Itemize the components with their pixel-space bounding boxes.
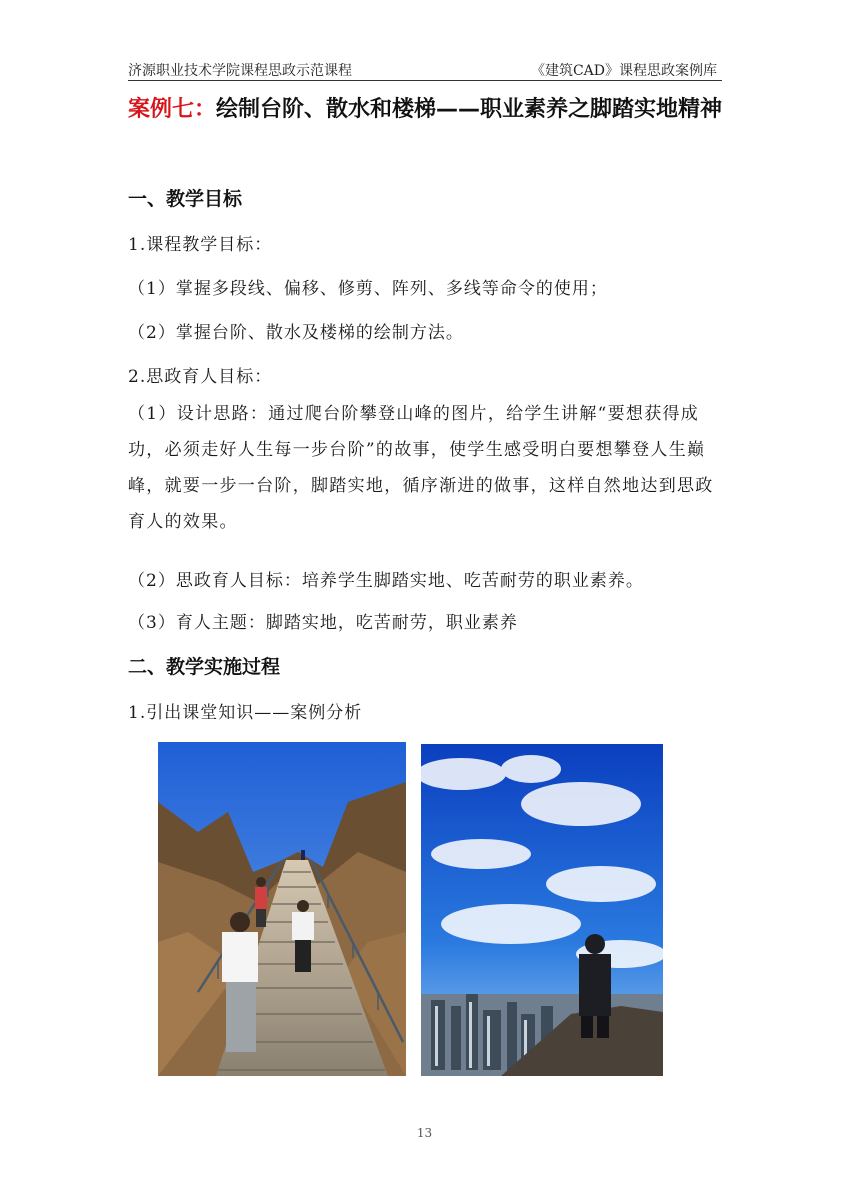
header-right: 《建筑CAD》课程思政案例库 [530,63,717,79]
design-idea-paragraph: （1）设计思路：通过爬台阶攀登山峰的图片，给学生讲解“要想获得成功，必须走好人生每一步台阶”的故事，使学生感受明白要想攀登人生巅峰，就要一步一台阶，脚踏实地，循序渐进的做事，这样自然地达到思政育人的效果。 [128,404,714,532]
case-analysis-label: 1.引出课堂知识——案例分析 [128,703,363,723]
stair-climbing-photo [158,742,406,1076]
objective-item-2: （2）掌握台阶、散水及楼梯的绘制方法。 [128,323,464,343]
ideological-objectives-label: 2.思政育人目标： [128,367,273,387]
section-heading-process: 二、教学实施过程 [128,656,281,678]
education-theme: （3）育人主题：脚踏实地，吃苦耐劳，职业素养 [128,613,518,633]
section-heading-objectives: 一、教学目标 [128,188,243,210]
city-overlook-photo [421,744,663,1076]
case-title-prefix: 案例七： [128,97,217,122]
objective-item-1: （1）掌握多段线、偏移、修剪、阵列、多线等命令的使用； [128,279,608,299]
course-objectives-label: 1.课程教学目标： [128,235,273,255]
case-title [128,90,728,130]
page-number: 13 [416,1126,433,1140]
case-title-main: 绘制台阶、散水和楼梯——职业素养之脚踏实地精神 [216,97,723,122]
ideological-goal: （2）思政育人目标：培养学生脚踏实地、吃苦耐劳的职业素养。 [128,571,644,591]
header-left: 济源职业技术学院课程思政示范课程 [128,63,352,79]
header-divider [128,80,722,81]
